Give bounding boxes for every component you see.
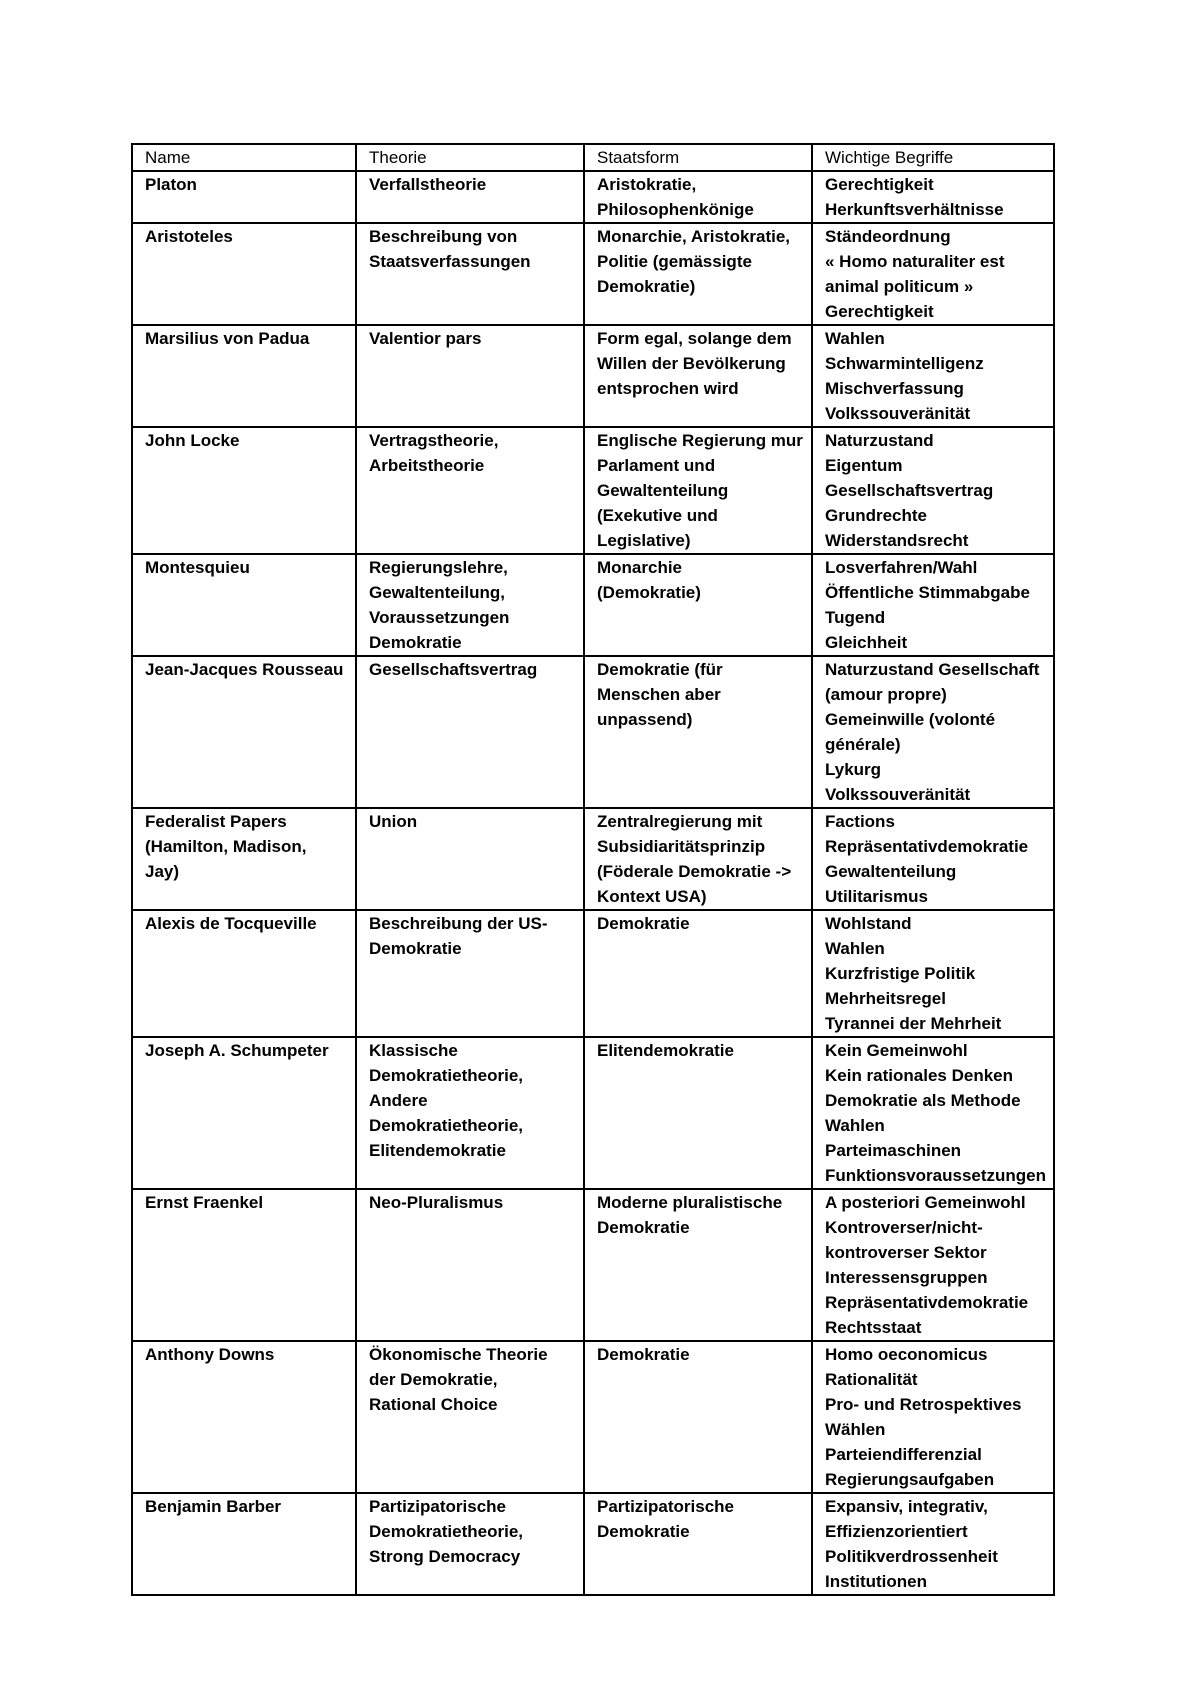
cell-staatsform	[584, 656, 812, 808]
cell-line: Beschreibung von	[369, 227, 518, 246]
cell-line: Wahlen	[825, 329, 885, 348]
cell-line: Jean-Jacques Rousseau	[145, 660, 344, 679]
cell-line: Demokratie	[369, 939, 462, 958]
cell-line: Factions	[825, 812, 895, 831]
table-row	[132, 808, 1054, 910]
cell-name	[132, 325, 356, 427]
cell-line: Monarchie	[597, 558, 683, 577]
table-row	[132, 325, 1054, 427]
cell-line: Tyrannei der Mehrheit	[825, 1014, 1002, 1033]
cell-line: (Föderale Demokratie ->	[597, 862, 792, 881]
cell-line: Regierungsaufgaben	[825, 1470, 995, 1489]
cell-line: Moderne pluralistische	[597, 1193, 783, 1212]
cell-line: Repräsentativdemokratie	[825, 1293, 1029, 1312]
cell-line: Regierungslehre,	[369, 558, 508, 577]
cell-line: Elitendemokratie	[369, 1141, 506, 1160]
cell-line: Gemeinwille (volonté	[825, 710, 996, 729]
cell-begriffe	[812, 427, 1054, 554]
cell-name	[132, 427, 356, 554]
cell-line: Vertragstheorie,	[369, 431, 499, 450]
cell-line: Verfallstheorie	[369, 175, 487, 194]
table-row	[132, 223, 1054, 325]
header-name: Name	[132, 144, 356, 171]
cell-theorie	[356, 1493, 584, 1595]
table-row	[132, 1493, 1054, 1595]
cell-line: Alexis de Tocqueville	[145, 914, 317, 933]
cell-line: Ökonomische Theorie	[369, 1345, 548, 1364]
cell-line: Mehrheitsregel	[825, 989, 946, 1008]
cell-theorie	[356, 1037, 584, 1189]
cell-line: Platon	[145, 175, 197, 194]
cell-line: « Homo naturaliter est	[825, 252, 1005, 271]
cell-line: (Exekutive und	[597, 506, 718, 525]
cell-line: unpassend)	[597, 710, 693, 729]
cell-line: Pro- und Retrospektives	[825, 1395, 1022, 1414]
cell-begriffe	[812, 910, 1054, 1037]
cell-line: (amour propre)	[825, 685, 947, 704]
cell-line: Parteimaschinen	[825, 1141, 962, 1160]
cell-line: Union	[369, 812, 418, 831]
cell-line: Schwarmintelligenz	[825, 354, 984, 373]
cell-line: Volkssouveränität	[825, 404, 971, 423]
cell-theorie	[356, 656, 584, 808]
cell-line: animal politicum »	[825, 277, 974, 296]
cell-name	[132, 1341, 356, 1493]
cell-line: Staatsverfassungen	[369, 252, 531, 271]
cell-line: Parteiendifferenzial	[825, 1445, 982, 1464]
cell-line: Aristokratie,	[597, 175, 697, 194]
cell-line: Benjamin Barber	[145, 1497, 282, 1516]
cell-line: Klassische	[369, 1041, 458, 1060]
cell-line: Wohlstand	[825, 914, 912, 933]
cell-line: Valentior pars	[369, 329, 482, 348]
cell-line: Losverfahren/Wahl	[825, 558, 978, 577]
cell-line: Joseph A. Schumpeter	[145, 1041, 329, 1060]
cell-line: Demokratietheorie,	[369, 1066, 523, 1085]
cell-line: Demokratie	[597, 1345, 690, 1364]
cell-line: Demokratie als Methode	[825, 1091, 1021, 1110]
cell-theorie	[356, 171, 584, 223]
cell-line: Marsilius von Padua	[145, 329, 310, 348]
table-row	[132, 910, 1054, 1037]
cell-line: Gewaltenteilung	[597, 481, 729, 500]
cell-line: Gesellschaftsvertrag	[825, 481, 994, 500]
cell-staatsform	[584, 554, 812, 656]
cell-line: Aristoteles	[145, 227, 233, 246]
cell-staatsform	[584, 223, 812, 325]
cell-line: Zentralregierung mit	[597, 812, 763, 831]
cell-line: Öffentliche Stimmabgabe	[825, 583, 1030, 602]
cell-line: Wahlen	[825, 1116, 885, 1135]
cell-line: Ständeordnung	[825, 227, 951, 246]
cell-staatsform	[584, 1493, 812, 1595]
cell-begriffe	[812, 1189, 1054, 1341]
cell-line: Kontext USA)	[597, 887, 707, 906]
table-row	[132, 171, 1054, 223]
cell-line: Voraussetzungen	[369, 608, 510, 627]
cell-line: der Demokratie,	[369, 1370, 498, 1389]
cell-line: A posteriori Gemeinwohl	[825, 1193, 1026, 1212]
cell-staatsform	[584, 910, 812, 1037]
cell-begriffe	[812, 171, 1054, 223]
cell-name	[132, 171, 356, 223]
cell-line: Beschreibung der US-	[369, 914, 548, 933]
cell-line: Rational Choice	[369, 1395, 498, 1414]
cell-line: Institutionen	[825, 1572, 927, 1591]
cell-begriffe	[812, 656, 1054, 808]
cell-name	[132, 223, 356, 325]
cell-line: Wählen	[825, 1420, 886, 1439]
cell-line: Kontroverser/nicht-	[825, 1218, 983, 1237]
cell-line: Eigentum	[825, 456, 903, 475]
cell-line: Wahlen	[825, 939, 885, 958]
cell-begriffe	[812, 808, 1054, 910]
cell-begriffe	[812, 223, 1054, 325]
cell-line: Mischverfassung	[825, 379, 964, 398]
cell-line: Demokratietheorie,	[369, 1522, 523, 1541]
cell-name	[132, 808, 356, 910]
cell-line: Philosophenkönige	[597, 200, 754, 219]
cell-line: Grundrechte	[825, 506, 928, 525]
cell-line: Demokratie	[597, 1522, 690, 1541]
cell-line: Rationalität	[825, 1370, 918, 1389]
cell-line: Subsidiaritätsprinzip	[597, 837, 766, 856]
table-row	[132, 427, 1054, 554]
cell-line: Kurzfristige Politik	[825, 964, 976, 983]
cell-line: Tugend	[825, 608, 886, 627]
cell-line: Volkssouveränität	[825, 785, 971, 804]
cell-staatsform	[584, 171, 812, 223]
cell-line: Parlament und	[597, 456, 716, 475]
cell-line: Demokratie	[597, 914, 690, 933]
cell-line: Repräsentativdemokratie	[825, 837, 1029, 856]
cell-begriffe	[812, 325, 1054, 427]
cell-line: Strong Democracy	[369, 1547, 521, 1566]
cell-line: Elitendemokratie	[597, 1041, 734, 1060]
cell-line: Demokratie	[597, 1218, 690, 1237]
table-row	[132, 656, 1054, 808]
cell-line: Homo oeconomicus	[825, 1345, 988, 1364]
cell-line: Kein Gemeinwohl	[825, 1041, 968, 1060]
cell-line: Gerechtigkeit	[825, 175, 934, 194]
table-row	[132, 554, 1054, 656]
cell-line: Funktionsvoraussetzungen	[825, 1166, 1047, 1185]
cell-line: Herkunftsverhältnisse	[825, 200, 1004, 219]
cell-line: Utilitarismus	[825, 887, 928, 906]
cell-staatsform	[584, 325, 812, 427]
theory-table	[131, 143, 1055, 1596]
cell-line: Gewaltenteilung	[825, 862, 957, 881]
cell-line: générale)	[825, 735, 901, 754]
cell-line: Willen der Bevölkerung	[597, 354, 786, 373]
cell-theorie	[356, 223, 584, 325]
cell-line: Montesquieu	[145, 558, 250, 577]
cell-line: Neo-Pluralismus	[369, 1193, 504, 1212]
table-row	[132, 1037, 1054, 1189]
cell-line: Arbeitstheorie	[369, 456, 485, 475]
cell-begriffe	[812, 1493, 1054, 1595]
cell-line: kontroverser Sektor	[825, 1243, 987, 1262]
cell-theorie	[356, 427, 584, 554]
header-theorie: Theorie	[356, 144, 584, 171]
cell-line: Gleichheit	[825, 633, 908, 652]
cell-name	[132, 554, 356, 656]
cell-staatsform	[584, 1037, 812, 1189]
cell-line: Interessensgruppen	[825, 1268, 988, 1287]
cell-name	[132, 1189, 356, 1341]
cell-theorie	[356, 910, 584, 1037]
cell-line: Monarchie, Aristokratie,	[597, 227, 791, 246]
header-staatsform: Staatsform	[584, 144, 812, 171]
cell-line: Gewaltenteilung,	[369, 583, 506, 602]
cell-theorie	[356, 1341, 584, 1493]
cell-line: Ernst Fraenkel	[145, 1193, 264, 1212]
cell-line: Kein rationales Denken	[825, 1066, 1014, 1085]
cell-line: Rechtsstaat	[825, 1318, 922, 1337]
cell-line: Politikverdrossenheit	[825, 1547, 998, 1566]
cell-line: Form egal, solange dem	[597, 329, 792, 348]
cell-begriffe	[812, 554, 1054, 656]
cell-name	[132, 656, 356, 808]
cell-line: Andere	[369, 1091, 428, 1110]
cell-line: entsprochen wird	[597, 379, 739, 398]
cell-staatsform	[584, 1341, 812, 1493]
cell-line: Naturzustand Gesellschaft	[825, 660, 1040, 679]
cell-begriffe	[812, 1341, 1054, 1493]
cell-line: Lykurg	[825, 760, 882, 779]
table-row	[132, 1189, 1054, 1341]
cell-line: Politie (gemässigte	[597, 252, 752, 271]
cell-line: Partizipatorische	[597, 1497, 734, 1516]
cell-theorie	[356, 808, 584, 910]
cell-line: (Demokratie)	[597, 583, 701, 602]
cell-line: Partizipatorische	[369, 1497, 506, 1516]
cell-theorie	[356, 325, 584, 427]
cell-line: Naturzustand	[825, 431, 934, 450]
cell-name	[132, 1037, 356, 1189]
cell-line: Effizienzorientiert	[825, 1522, 968, 1541]
cell-line: Anthony Downs	[145, 1345, 275, 1364]
cell-line: Federalist Papers	[145, 812, 287, 831]
table-header-row	[132, 144, 1054, 171]
cell-line: Gerechtigkeit	[825, 302, 934, 321]
cell-staatsform	[584, 1189, 812, 1341]
cell-line: Demokratietheorie,	[369, 1116, 523, 1135]
cell-staatsform	[584, 427, 812, 554]
cell-theorie	[356, 1189, 584, 1341]
cell-line: Legislative)	[597, 531, 691, 550]
table-row	[132, 1341, 1054, 1493]
cell-staatsform	[584, 808, 812, 910]
cell-theorie	[356, 554, 584, 656]
cell-begriffe	[812, 1037, 1054, 1189]
header-begriffe: Wichtige Begriffe	[812, 144, 1054, 171]
cell-line: (Hamilton, Madison,	[145, 837, 307, 856]
cell-line: Englische Regierung mur	[597, 431, 803, 450]
cell-line: Demokratie	[369, 633, 462, 652]
cell-name	[132, 1493, 356, 1595]
cell-line: Demokratie (für	[597, 660, 723, 679]
cell-line: Widerstandsrecht	[825, 531, 969, 550]
cell-line: Jay)	[145, 862, 180, 881]
cell-line: Gesellschaftsvertrag	[369, 660, 538, 679]
cell-line: Expansiv, integrativ,	[825, 1497, 988, 1516]
cell-line: John Locke	[145, 431, 240, 450]
cell-name	[132, 910, 356, 1037]
cell-line: Demokratie)	[597, 277, 696, 296]
cell-line: Menschen aber	[597, 685, 721, 704]
